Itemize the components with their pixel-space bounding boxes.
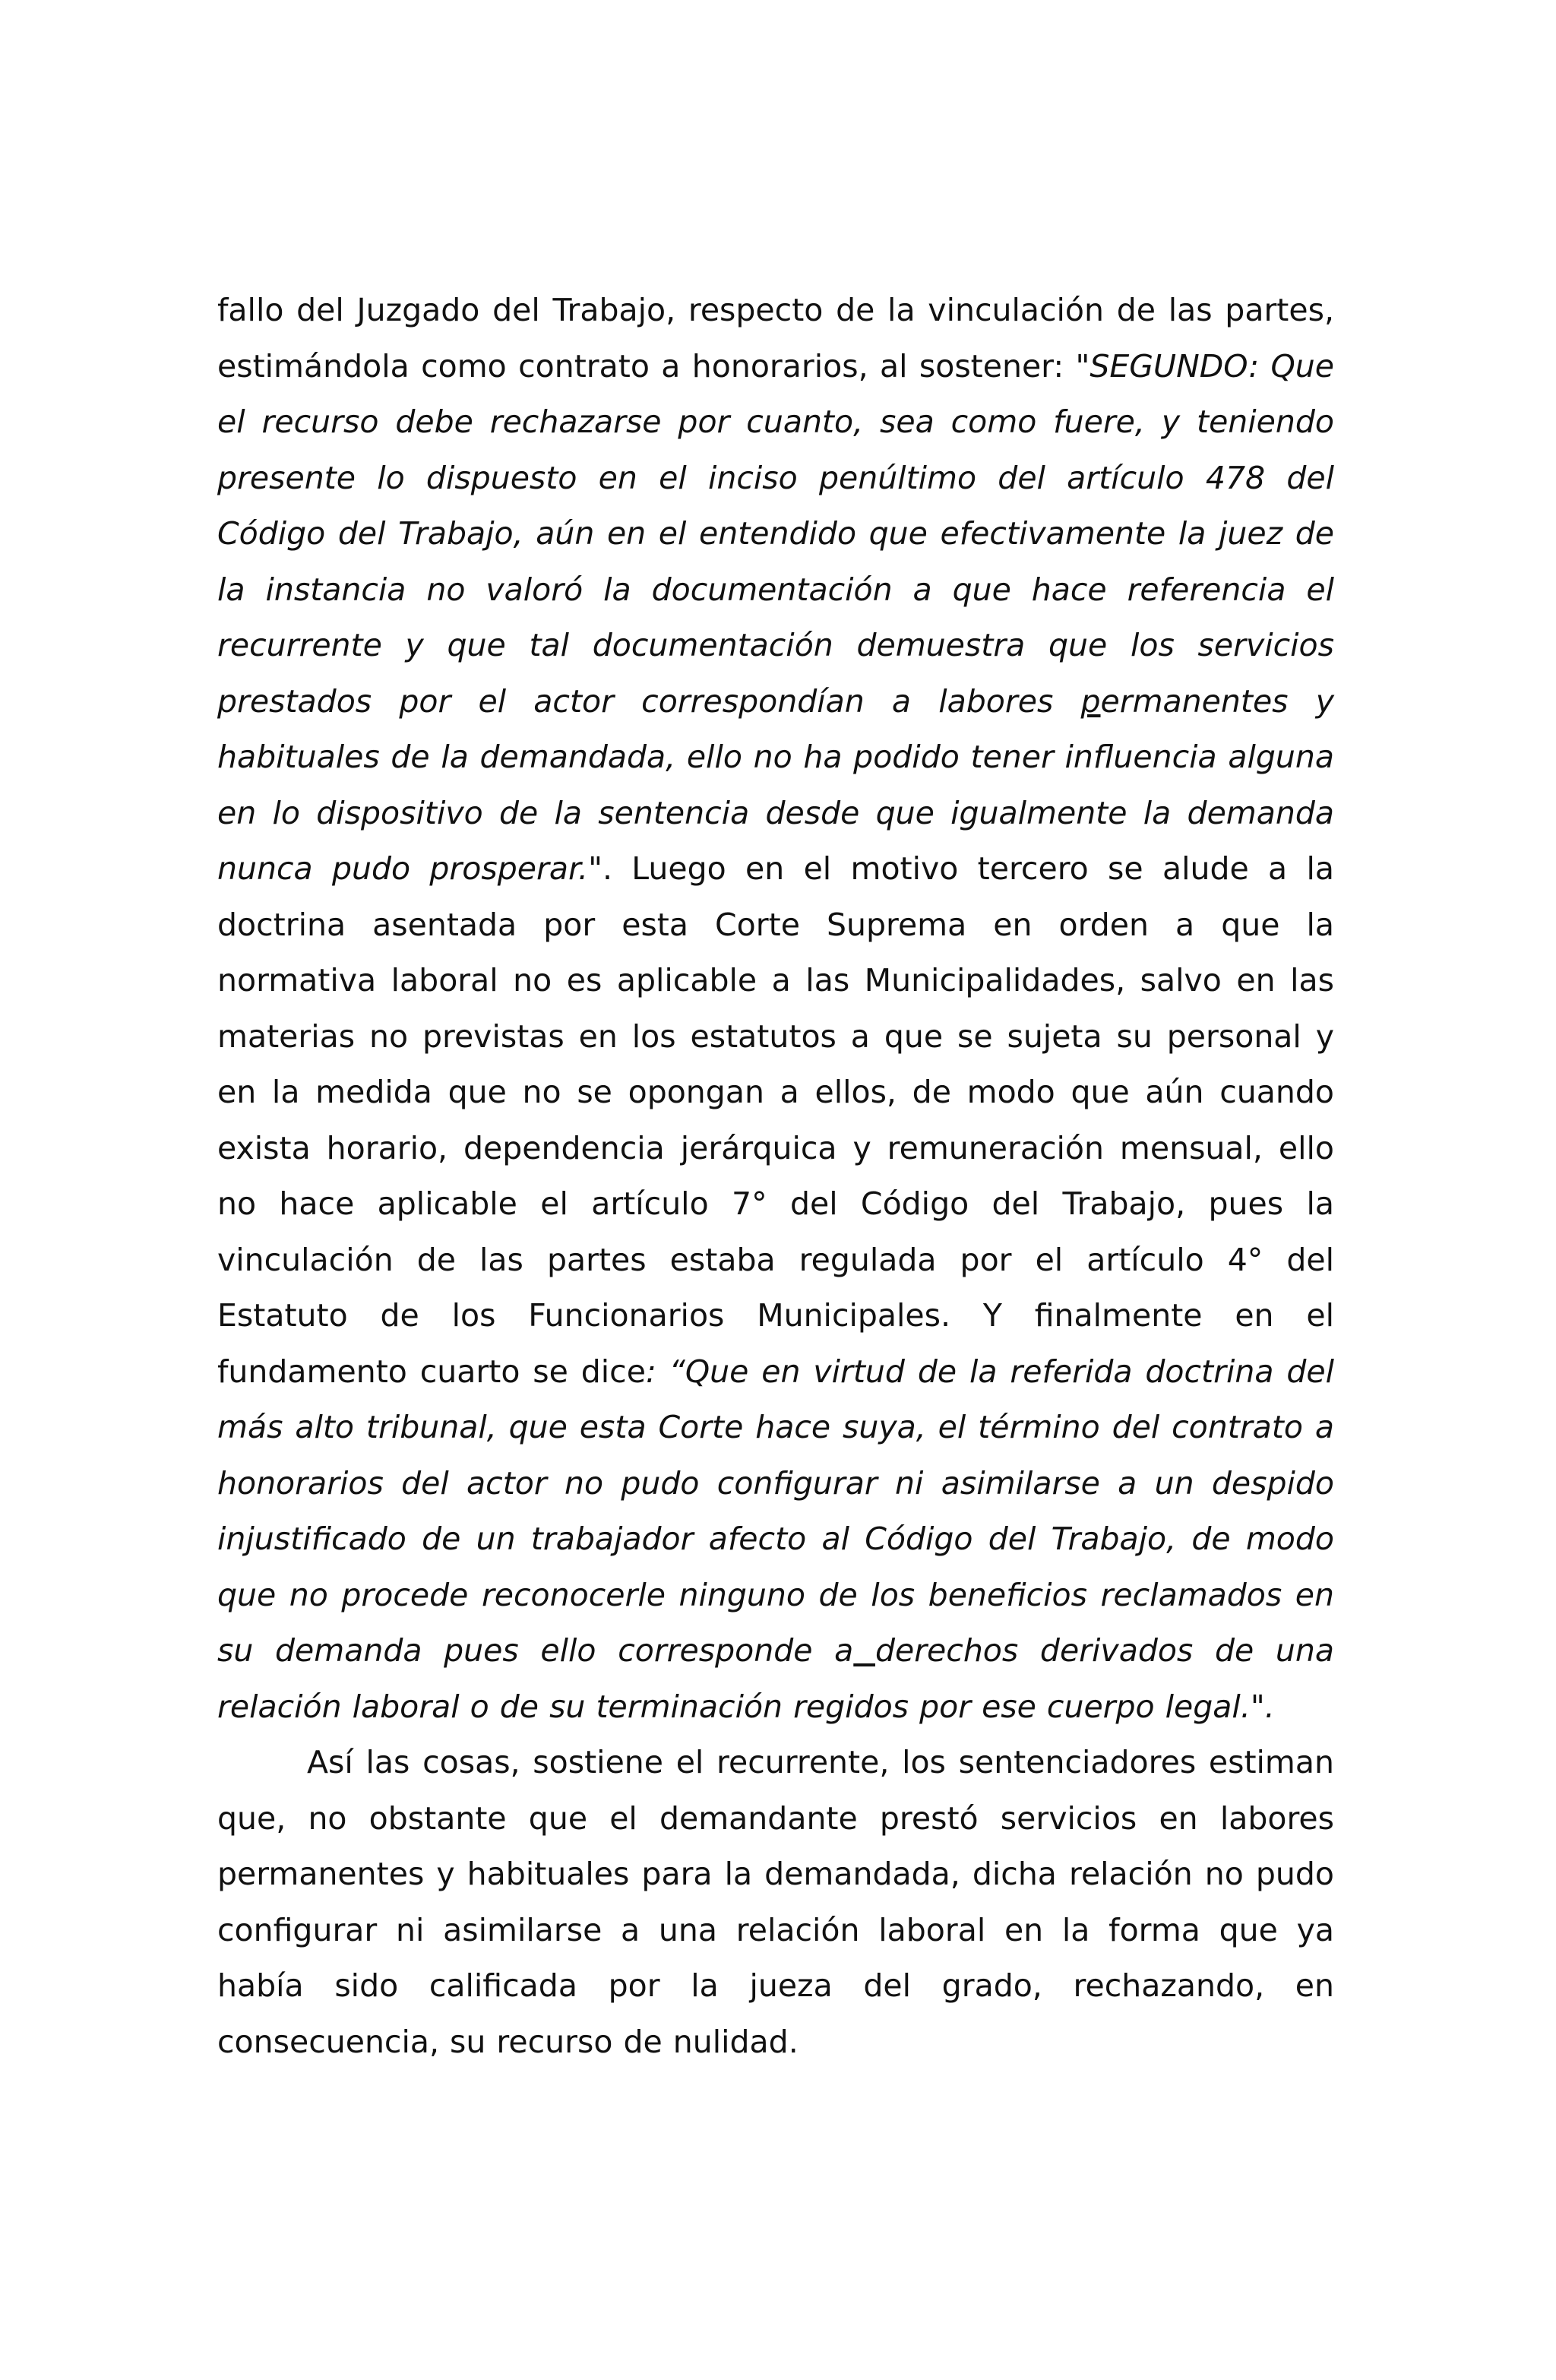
quote-segundo-underlined-letter: p	[1080, 682, 1101, 720]
quote-cuarto-end: derechos derivados de una relación laboral o de su terminación regidos por ese cuerpo legal.".	[217, 1632, 1334, 1725]
paragraph-1-middle: . Luego en el motivo tercero se alude a la doctrina asentada por esta Corte Suprema en orden a que la normativa laboral no es aplicable a las Municipalidades, salvo en las materias no previstas en los estatutos a que se sujeta su personal y en la medida que no se opongan a ellos, de modo que aún cuando exista horario, dependencia jerárquica y remuneración mensual, ello no hace aplicable el artículo 7° del Código del Trabajo, pues la vinculación de las partes estaba regulada por el artículo 4° del Estatuto de los Funcionarios Municipales. Y finalmente en el fundamento cuarto se dice	[217, 850, 1334, 1390]
paragraph-1	[217, 283, 1334, 1735]
paragraph-1-intro: fallo del Juzgado del Trabajo, respecto de la vinculación de las partes, estimándola como contrato a honorarios, al sostener:	[217, 292, 1334, 385]
quote-segundo: "SEGUNDO: Que el recurso debe rechazarse por cuanto, sea como fuere, y teniendo presente lo dispuesto en el inciso penúltimo del artículo 478 del Código del Trabajo, aún en el entendido que efectivamente la juez de la instancia no valoró la documentación a que hace referencia el recurrente y que tal documentación demuestra que los servicios prestados por el actor correspondían a labores	[217, 347, 1334, 720]
body-text	[217, 283, 1334, 2070]
quote-cuarto: : “Que en virtud de la referida doctrina del más alto tribunal, que esta Corte hace suya, el término del contrato a honorarios del actor no pudo configurar ni asimilarse a un despido injustificado de un trabajador afecto al Código del Trabajo, de modo que no procede reconocerle ninguno de los beneficios reclamados en su demanda pues ello corresponde a	[217, 1353, 1334, 1669]
quote-cuarto-underlined-space	[853, 1632, 875, 1669]
quote-segundo-end: ermanentes y habituales de la demandada, ello no ha podido tener influencia alguna en lo dispositivo de la sentencia desde que igualmente la demanda nunca pudo prosperar."	[217, 682, 1334, 887]
paragraph-2: Así las cosas, sostiene el recurrente, los sentenciadores estiman que, no obstante que el demandante prestó servicios en labores permanentes y habituales para la demandada, dicha relación no pudo configurar ni asimilarse a una relación laboral en la forma que ya había sido calificada por la jueza del grado, rechazando, en consecuencia, su recurso de nulidad.	[217, 1744, 1334, 2060]
